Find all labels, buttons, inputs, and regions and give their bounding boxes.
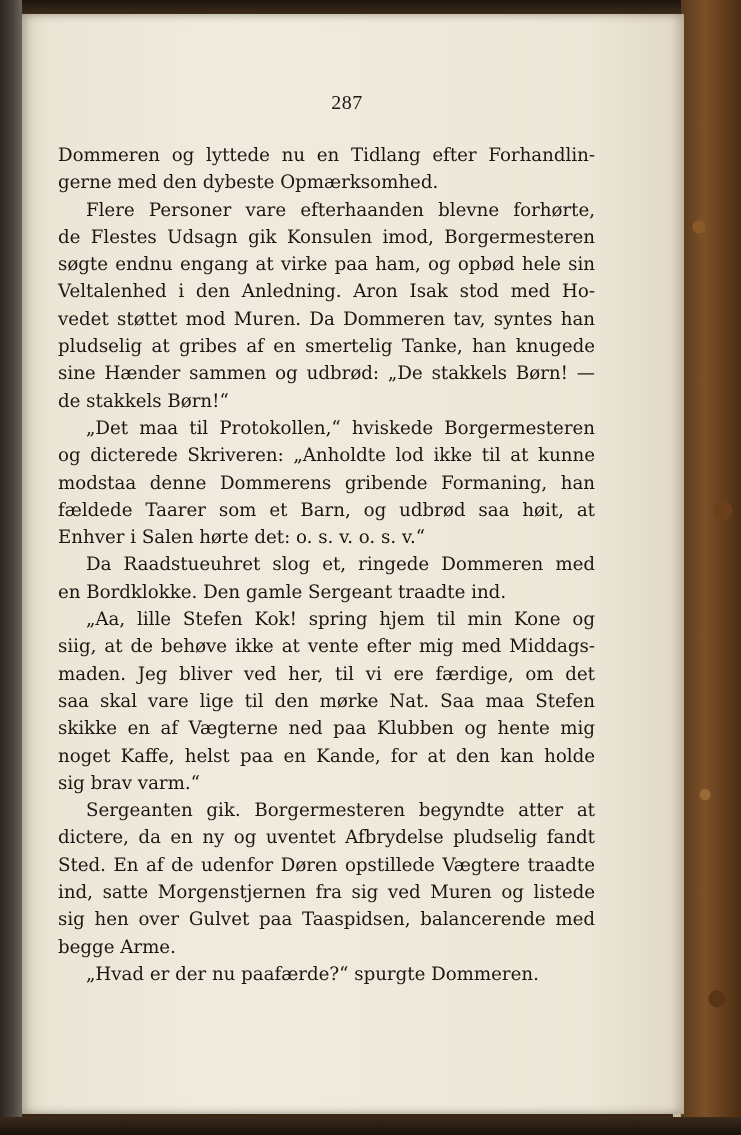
text-line: sig hen over Gulvet paa Taaspidsen, balancerende med bbox=[58, 909, 595, 931]
text-line: Sted. En af de udenfor Døren opstillede Vægtere traadte bbox=[58, 854, 595, 876]
text-line: Sergeanten gik. Borgermesteren begyndte atter at bbox=[86, 800, 595, 822]
text-line: vedet støttet mod Muren. Da Dommeren tav, syntes han bbox=[58, 308, 595, 330]
text-line: saa skal vare lige til den mørke Nat. Saa maa Stefen bbox=[58, 690, 595, 712]
text-line: „Det maa til Protokollen,“ hviskede Borgermesteren bbox=[86, 417, 595, 439]
text-line: sine Hænder sammen og udbrød: „De stakkels Børn! — bbox=[58, 363, 595, 385]
bottom-edge bbox=[0, 1117, 741, 1135]
text-line: noget Kaffe, helst paa en Kande, for at den kan holde bbox=[58, 745, 595, 767]
text-line: dictere, da en ny og uventet Afbrydelse pludselig fandt bbox=[58, 827, 595, 849]
text-line: begge Arme. bbox=[58, 936, 176, 958]
text-line: „Aa, lille Stefen Kok! spring hjem til min Kone og bbox=[86, 609, 595, 631]
text-line: fældede Taarer som et Barn, og udbrød saa høit, at bbox=[58, 499, 595, 521]
text-line: Enhver i Salen hørte det: o. s. v. o. s. v.“ bbox=[58, 527, 426, 549]
text-line: pludselig at gribes af en smertelig Tanke, han knugede bbox=[58, 336, 595, 358]
text-line: Dommeren og lyttede nu en Tidlang efter Forhandlin- bbox=[58, 145, 595, 166]
text-line: Da Raadstueuhret slog et, ringede Dommeren med bbox=[86, 554, 595, 576]
book-cover-edge bbox=[681, 0, 741, 1135]
text-line: søgte endnu engang at virke paa ham, og opbød hele sin bbox=[58, 254, 595, 276]
text-line: sig brav varm.“ bbox=[58, 772, 200, 794]
body-text bbox=[58, 142, 595, 988]
page bbox=[22, 14, 684, 1114]
text-line: og dicterede Skriveren: „Anholdte lod ikke til at kunne bbox=[58, 445, 595, 467]
page-number: 287 bbox=[331, 92, 363, 114]
text-line: „Hvad er der nu paafærde?“ spurgte Dommeren. bbox=[86, 963, 539, 985]
text-line: Flere Personer vare efterhaanden blevne forhørte, bbox=[86, 199, 595, 221]
text-line: modstaa denne Dommerens gribende Formaning, han bbox=[58, 472, 595, 494]
text-line: ind, satte Morgenstjernen fra sig ved Muren og listede bbox=[58, 882, 595, 904]
text-line: Veltalenhed i den Anledning. Aron Isak stod med Ho- bbox=[58, 281, 595, 303]
text-line: de Flestes Udsagn gik Konsulen imod, Borgermesteren bbox=[58, 226, 595, 248]
top-edge bbox=[0, 0, 741, 14]
text-line: gerne med den dybeste Opmærksomhed. bbox=[58, 172, 439, 194]
text-line: en Bordklokke. Den gamle Sergeant traadte ind. bbox=[58, 581, 507, 603]
book-binding bbox=[0, 0, 22, 1135]
text-line: siig, at de behøve ikke at vente efter mig med Middags- bbox=[58, 636, 595, 658]
text-line: de stakkels Børn!“ bbox=[58, 390, 229, 412]
text-line: maden. Jeg bliver ved her, til vi ere færdige, om det bbox=[58, 663, 595, 685]
text-line: skikke en af Vægterne ned paa Klubben og hente mig bbox=[58, 718, 595, 740]
